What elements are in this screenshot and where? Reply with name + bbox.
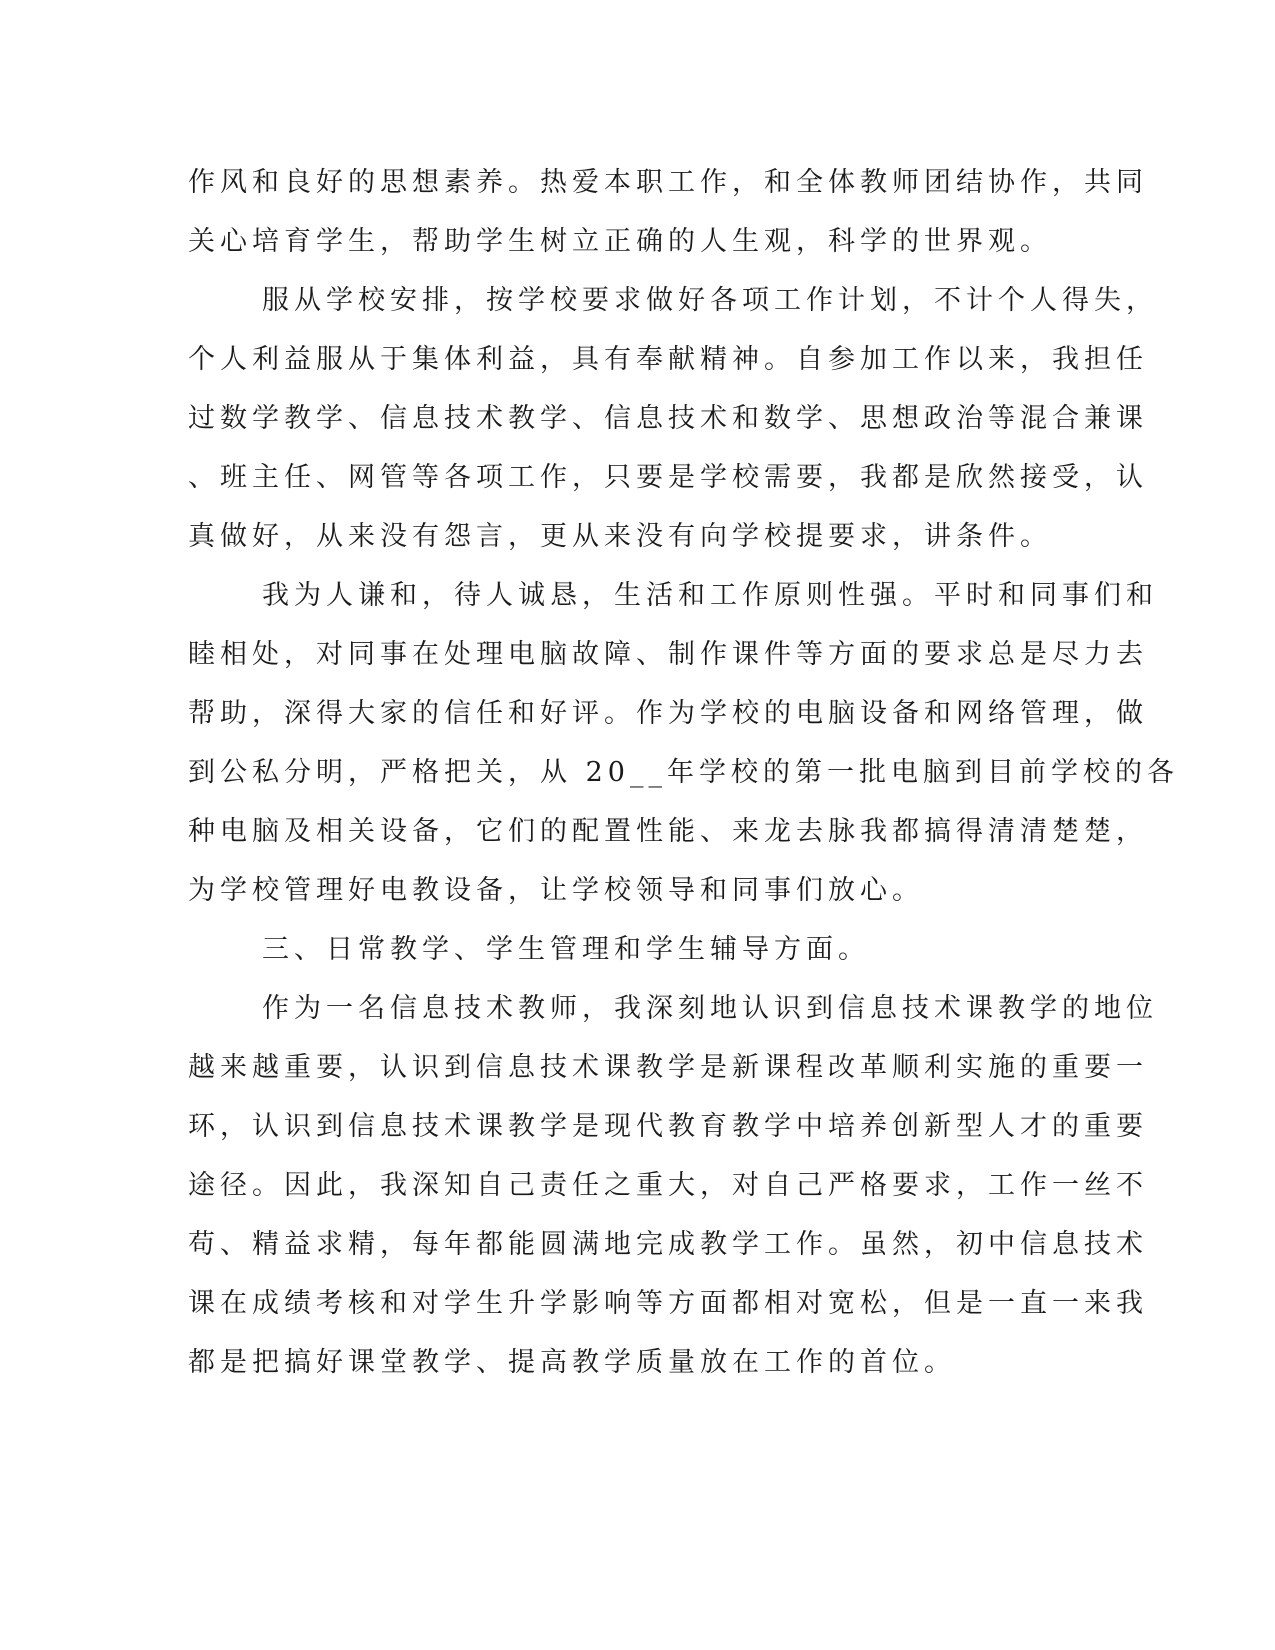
section-heading: 三、日常教学、学生管理和学生辅导方面。 — [262, 934, 870, 965]
text-line: 环，认识到信息技术课教学是现代教育教学中培养创新型人才的重要 — [188, 1111, 1148, 1142]
text-line: 、班主任、网管等各项工作，只要是学校需要，我都是欣然接受，认 — [188, 462, 1148, 493]
text-line: 苟、精益求精，每年都能圆满地完成教学工作。虽然，初中信息技术 — [188, 1229, 1148, 1260]
text-line: 途径。因此，我深知自己责任之重大，对自己严格要求，工作一丝不 — [188, 1170, 1148, 1201]
text-line: 越来越重要，认识到信息技术课教学是新课程改革顺利实施的重要一 — [188, 1052, 1148, 1083]
paragraph-start-line: 服从学校安排，按学校要求做好各项工作计划，不计个人得失， — [262, 285, 1158, 316]
text-line: 种电脑及相关设备，它们的配置性能、来龙去脉我都搞得清清楚楚， — [188, 816, 1148, 847]
text-line: 课在成绩考核和对学生升学影响等方面都相对宽松，但是一直一来我 — [188, 1288, 1148, 1319]
text-line: 帮助，深得大家的信任和好评。作为学校的电脑设备和网络管理，做 — [188, 698, 1148, 729]
paragraph-start-line: 我为人谦和，待人诚恳，生活和工作原则性强。平时和同事们和 — [262, 580, 1158, 611]
text-line: 过数学教学、信息技术教学、信息技术和数学、思想政治等混合兼课 — [188, 403, 1148, 434]
paragraph-start-line: 作为一名信息技术教师，我深刻地认识到信息技术课教学的地位 — [262, 993, 1158, 1024]
text-line: 作风和良好的思想素养。热爱本职工作，和全体教师团结协作，共同 — [188, 167, 1148, 198]
text-line: 个人利益服从于集体利益，具有奉献精神。自参加工作以来，我担任 — [188, 344, 1148, 375]
text-line: 关心培育学生，帮助学生树立正确的人生观，科学的世界观。 — [188, 226, 1052, 257]
text-line: 睦相处，对同事在处理电脑故障、制作课件等方面的要求总是尽力去 — [188, 639, 1148, 670]
text-line: 为学校管理好电教设备，让学校领导和同事们放心。 — [188, 875, 924, 906]
text-line: 都是把搞好课堂教学、提高教学质量放在工作的首位。 — [188, 1347, 956, 1378]
text-line: 真做好，从来没有怨言，更从来没有向学校提要求，讲条件。 — [188, 521, 1052, 552]
text-line: 到公私分明，严格把关，从 20__年学校的第一批电脑到目前学校的各 — [188, 757, 1179, 788]
